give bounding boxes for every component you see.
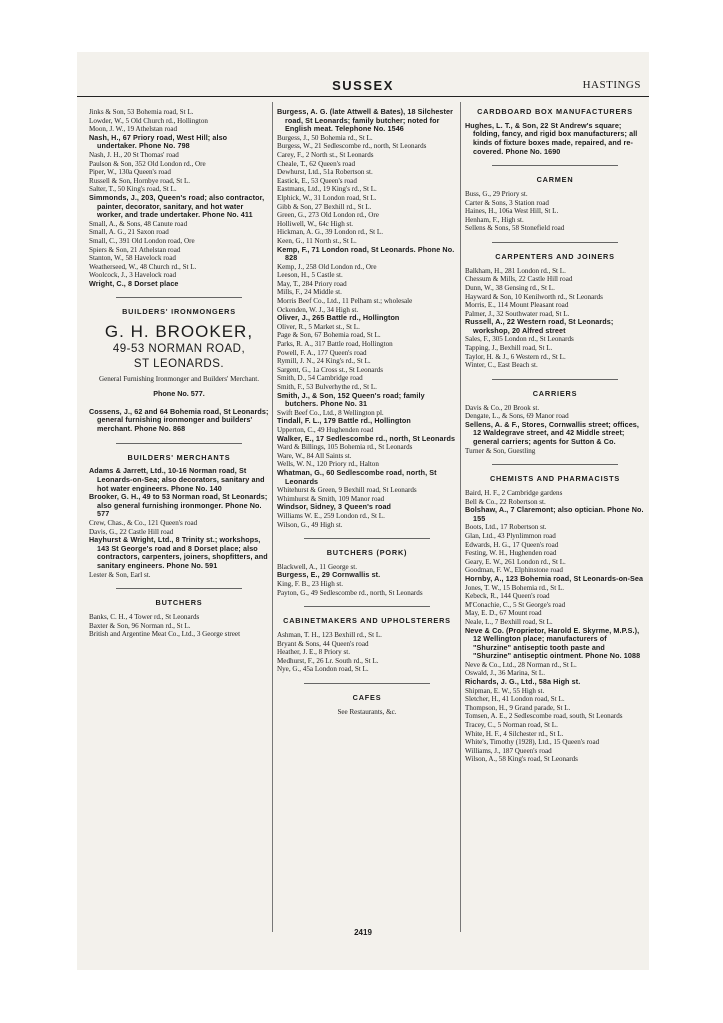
directory-entry: Baxter & Son, 96 Norman rd., St L. bbox=[89, 621, 191, 630]
brooker-advert bbox=[89, 322, 269, 398]
directory-entry: Edwards, H. G., 17 Queen's road bbox=[465, 540, 559, 549]
directory-entry: Hickman, A. G., 39 London rd., St L. bbox=[277, 228, 384, 237]
directory-entry: Ware, W., 84 All Saints st. bbox=[277, 451, 352, 460]
directory-entry: Swift Beef Co., Ltd., 8 Wellington pl. bbox=[277, 408, 384, 417]
advert-address-line-1: 49-53 NORMAN ROAD, bbox=[112, 343, 246, 356]
section-heading-cardboard: CARDBOARD BOX MANUFACTURERS bbox=[477, 108, 633, 116]
directory-entry: Eastick, E., 53 Queen's road bbox=[277, 176, 357, 185]
directory-entry: Balkham, H., 281 London rd., St L. bbox=[465, 266, 566, 275]
directory-entry: British and Argentine Meat Co., Ltd., 3 George street bbox=[89, 630, 241, 639]
directory-entry: Hornby, A., 123 Bohemia road, St Leonards-on-Sea bbox=[465, 573, 644, 583]
directory-entry: Morris Beef Co., Ltd., 11 Pelham st.; wholesale bbox=[277, 297, 413, 306]
column-2 bbox=[277, 108, 457, 938]
directory-entry: Hayhurst & Wright, Ltd., 8 Trinity st.; workshops, 143 St George's road and 8 Dorset place; also contractors, carpenters, joiners, shopfitters, and sanitary engineers. Phone No. 591 bbox=[89, 535, 268, 570]
directory-entry: Oliver, J., 265 Battle rd., Hollington bbox=[277, 313, 400, 323]
section-heading-cabinetmakers: CABINETMAKERS AND UPHOLSTERERS bbox=[283, 616, 451, 626]
directory-entry: Mills, F., 24 Middle st. bbox=[277, 288, 342, 297]
directory-page bbox=[77, 52, 649, 970]
directory-entry: Brooker, G. H., 49 to 53 Norman road, St Leonards; also general furnishing ironmonger. Phone No. 577 bbox=[89, 492, 268, 519]
directory-entry: Moon, J. W., 19 Athelstan road bbox=[89, 125, 178, 134]
directory-entry: Davis, G., 22 Castle Hill road bbox=[89, 527, 174, 536]
directory-entry: Sellens & Sons, 58 Stonefield road bbox=[465, 224, 565, 233]
chemists-list bbox=[465, 489, 645, 764]
directory-entry: Kemp, J., 258 Old London rd., Ore bbox=[277, 262, 377, 271]
directory-entry: Cheale, T., 62 Queen's road bbox=[277, 159, 356, 168]
directory-entry: Buss, G., 29 Priory st. bbox=[465, 189, 528, 198]
directory-entry: Nye, G., 45a London road, St L. bbox=[277, 665, 369, 674]
directory-entry: Small, A., & Sons, 48 Canute road bbox=[89, 219, 188, 228]
directory-entry: Smith, J., & Son, 152 Queen's road; family butchers. Phone No. 31 bbox=[277, 390, 425, 409]
directory-entry: Tindall, F. L., 179 Battle rd., Hollington bbox=[277, 416, 411, 426]
directory-entry: Dewhurst, Ltd., 51a Robertson st. bbox=[277, 168, 373, 177]
carpenters-list bbox=[465, 267, 645, 370]
pork-butchers-list bbox=[277, 563, 457, 597]
directory-entry: White, H. F., 4 Silchester rd., St L. bbox=[465, 729, 564, 738]
directory-entry: Henham, F., High st. bbox=[465, 215, 524, 224]
merchants-list bbox=[89, 467, 269, 579]
directory-entry: Goodman, F. W., Elphinstone road bbox=[465, 566, 563, 575]
directory-entry: Ockenden, W. J., 34 High st. bbox=[277, 305, 359, 314]
section-heading-carriers: CARRIERS bbox=[532, 388, 578, 398]
directory-entry: Crew, Chas., & Co., 121 Queen's road bbox=[89, 519, 198, 527]
directory-entry: Festing, W. H., Hughenden road bbox=[465, 549, 557, 558]
directory-entry: Leeson, H., 5 Castle st. bbox=[277, 271, 343, 280]
directory-entry: Lester & Son, Earl st. bbox=[89, 570, 151, 579]
directory-entry: Glan, Ltd., 43 Plynlimmon road bbox=[465, 531, 556, 540]
directory-entry: Windsor, Sidney, 3 Queen's road bbox=[277, 502, 392, 512]
directory-entry: Neale, L., 7 Bexhill road, St L. bbox=[465, 617, 553, 626]
section-divider bbox=[304, 683, 430, 684]
page-number: 2419 bbox=[354, 928, 372, 937]
directory-entry: Winter, C., East Beach st. bbox=[465, 361, 538, 370]
directory-entry: Jones, T. W., 15 Bohemia rd., St L. bbox=[465, 583, 565, 592]
section-heading-carmen: CARMEN bbox=[536, 175, 574, 185]
section-divider bbox=[492, 464, 618, 465]
directory-entry: Adams & Jarrett, Ltd., 10-16 Norman road, St Leonards-on-Sea; also decorators, sanitary and hot water engineers. Phone No. 140 bbox=[89, 466, 265, 493]
town-title: HASTINGS bbox=[582, 79, 641, 91]
header-rule bbox=[77, 96, 649, 97]
directory-entry: Neve & Co. (Proprietor, Harold E. Skyrme, M.P.S.), 12 Wellington place; manufacturers of "Shurzine" antiseptic tooth paste and "Shurzine" antiseptic ointment. Phone No. 1088 bbox=[465, 625, 641, 661]
directory-entry: Cossens, J., 62 and 64 Bohemia road, St Leonards; general furnishing ironmonger and builders' merchant. Phone No. 868 bbox=[89, 406, 269, 434]
directory-entry: Whitehurst & Green, 9 Bexhill road, St Leonards bbox=[277, 486, 417, 495]
directory-entry: Ashman, T. H., 123 Bexhill rd., St L. bbox=[277, 631, 382, 640]
directory-entry: Elphick, W., 31 London road, St L. bbox=[277, 193, 377, 202]
directory-entry: Nash, J. H., 20 St Thomas' road bbox=[89, 150, 179, 159]
directory-entry: Wells, W. N., 120 Priory rd., Halton bbox=[277, 460, 379, 469]
directory-entry: Burgess, J., 50 Bohemia rd., St L. bbox=[277, 133, 373, 142]
directory-entry: Bell & Co., 22 Robertson st. bbox=[465, 497, 546, 506]
directory-entry: Sargent, G., 1a Cross st., St Leonards bbox=[277, 365, 384, 374]
directory-entry: Powell, F. A., 177 Queen's road bbox=[277, 348, 367, 357]
column-divider bbox=[272, 102, 273, 932]
directory-entry: May, E. D., 67 Mount road bbox=[465, 609, 542, 618]
column-3 bbox=[465, 108, 645, 938]
advert-name: G. H. BROOKER, bbox=[104, 322, 254, 342]
directory-entry: Smith, F., 53 Bulverhythe rd., St L. bbox=[277, 383, 377, 391]
cardboard-list bbox=[465, 122, 645, 156]
directory-entry: Neve & Co., Ltd., 28 Norman rd., St L. bbox=[465, 660, 577, 669]
directory-entry: Whimhurst & Smith, 109 Manor road bbox=[277, 494, 385, 503]
section-divider bbox=[492, 379, 618, 380]
directory-entry: Bryant & Sons, 44 Queen's road bbox=[277, 639, 369, 648]
ironmongers-list bbox=[89, 408, 269, 434]
directory-entry: Smith, D., 54 Cambridge road bbox=[277, 374, 363, 383]
directory-entry: Sletcher, H., 41 London road, St L. bbox=[465, 695, 565, 704]
directory-entry: Stanton, W., 58 Havelock road bbox=[89, 254, 176, 263]
directory-entry: Payton, G., 49 Sedlescombe rd., north, St Leonards bbox=[277, 588, 423, 597]
column-1 bbox=[89, 108, 269, 938]
directory-entry: Palmer, J., 32 Southwater road, St L. bbox=[465, 309, 570, 318]
advert-address-line-2: ST LEONARDS. bbox=[133, 358, 225, 371]
directory-entry: Russell, A., 22 Western road, St Leonards; workshop, 20 Alfred street bbox=[465, 317, 614, 335]
directory-entry: Heather, J. E., 8 Priory st. bbox=[277, 648, 351, 657]
directory-entry: Williams W. E., 259 London rd., St L. bbox=[277, 511, 385, 520]
directory-entry: Shipman, E. W., 55 High st. bbox=[465, 686, 545, 695]
directory-entry: Turner & Son, Guestling bbox=[465, 446, 536, 455]
directory-entry: Sellens, A. & F., Stores, Cornwallis street; offices, 12 Waldegrave street, and 42 Middle street; general carriers; agents for Sutton & Co. bbox=[465, 419, 639, 447]
directory-entry: Thompson, H., 9 Grand parade, St L. bbox=[465, 703, 571, 712]
directory-entry: Taylor, H. & J., 6 Western rd., St L. bbox=[465, 352, 566, 361]
directory-entry: Rymill, J. N., 24 King's rd., St L. bbox=[277, 357, 371, 366]
directory-entry: Jinks & Son, 53 Bohemia road, St L. bbox=[89, 108, 194, 116]
page-header bbox=[77, 78, 649, 98]
section-divider bbox=[492, 165, 618, 166]
directory-entry: Burgess, A. G. (late Attwell & Bates), 18 Silchester road, St Leonards; family butcher; noted for English meat. Telephone No. 1546 bbox=[277, 108, 454, 134]
directory-entry: Small, A. G., 21 Saxon road bbox=[89, 228, 169, 237]
directory-entry: Tomsen, A. E., 2 Sedlescombe road, south, St Leonards bbox=[465, 712, 623, 721]
directory-entry: Wilson, A., 58 King's road, St Leonards bbox=[465, 755, 578, 764]
carmen-list bbox=[465, 190, 645, 233]
section-heading-ironmongers: BUILDERS' IRONMONGERS bbox=[122, 307, 236, 317]
section-heading-chemists: CHEMISTS AND PHARMACISTS bbox=[489, 474, 620, 484]
directory-entry: Tapping, J., Bexhill road, St L. bbox=[465, 344, 553, 353]
directory-entry: Weatherseed, W., 48 Church rd., St L. bbox=[89, 262, 197, 271]
directory-entry: Burgess, W., 21 Sedlescombe rd., north, St Leonards bbox=[277, 142, 427, 151]
directory-entry: Simmonds, J., 203, Queen's road; also contractor, painter, decorator, sanitary, and hot water worker, and trade undertaker. Phone No. 411 bbox=[89, 192, 265, 220]
directory-entry: Nash, H., 67 Priory road, West Hill; also undertaker. Phone No. 798 bbox=[89, 132, 228, 151]
directory-entry: King, F. B., 23 High st. bbox=[277, 580, 344, 589]
directory-entry: Wilson, G., 49 High st. bbox=[277, 520, 343, 529]
directory-entry: Walker, E., 17 Sedlescombe rd., north, St Leonards bbox=[277, 433, 456, 443]
directory-entry: Oswald, J., 36 Marina, St L. bbox=[465, 669, 545, 678]
section-heading-cafes: CAFES bbox=[352, 693, 382, 703]
directory-entry: Wright, C., 8 Dorset place bbox=[89, 278, 179, 288]
section-heading-pork-butchers: BUTCHERS (PORK) bbox=[326, 548, 408, 558]
butchers-list bbox=[89, 613, 269, 639]
cafes-cross-reference: See Restaurants, &c. bbox=[337, 707, 397, 716]
directory-entry: Upperton, C., 49 Hughenden road bbox=[277, 425, 374, 434]
directory-entry: Hayward & Son, 10 Kenilworth rd., St Leonards bbox=[465, 292, 603, 301]
section-heading-merchants: BUILDERS' MERCHANTS bbox=[127, 452, 231, 462]
directory-entry: Davis & Co., 20 Brook st. bbox=[465, 403, 540, 412]
directory-entry: Dunn, W., 38 Gensing rd., St L. bbox=[465, 283, 555, 292]
section-divider bbox=[116, 588, 242, 589]
directory-entry: Hughes, L. T., & Son, 22 St Andrew's square; folding, fancy, and rigid box manufacturers; all kinds of fixture boxes made, repaired, and re-covered. Phone No. 1690 bbox=[465, 120, 638, 156]
directory-entry: Geary, E. W., 261 London rd., St L. bbox=[465, 557, 566, 566]
directory-entry: Medhurst, F., 26 Lr. South rd., St L. bbox=[277, 656, 379, 665]
section-divider bbox=[304, 606, 430, 607]
section-heading-butchers: BUTCHERS bbox=[155, 598, 203, 608]
directory-entry: Gibb & Son, 27 Bexhill rd., St L. bbox=[277, 202, 372, 211]
directory-entry: Richards, J. G., Ltd., 58a High st. bbox=[465, 677, 581, 687]
directory-entry: Salter, T., 50 King's road, St L. bbox=[89, 185, 177, 194]
directory-entry: Banks, C. H., 4 Tower rd., St Leonards bbox=[89, 612, 200, 621]
directory-entry: Russell & Son, Hornbye road, St L. bbox=[89, 176, 191, 185]
directory-entry: Lowder, W., 5 Old Church rd., Hollington bbox=[89, 116, 208, 125]
directory-entry: Kemp, F., 71 London road, St Leonards. Phone No. 828 bbox=[277, 244, 455, 263]
directory-entry: May, T., 284 Priory road bbox=[277, 279, 347, 288]
directory-entry: Eastmans, Ltd., 19 King's rd., St L. bbox=[277, 185, 377, 194]
directory-entry: Spiers & Son, 21 Athelstan road bbox=[89, 245, 181, 254]
directory-entry: Piper, W., 130a Queen's road bbox=[89, 168, 171, 177]
directory-entry: Carey, F., 2 North st., St Leonards bbox=[277, 150, 374, 159]
directory-entry: Keen, G., 11 North st., St L. bbox=[277, 236, 357, 245]
section-divider bbox=[304, 538, 430, 539]
carriers-list bbox=[465, 404, 645, 456]
directory-entry: Parks, R. A., 317 Battle road, Hollington bbox=[277, 340, 393, 349]
directory-entry: Carter & Sons, 3 Station road bbox=[465, 198, 549, 207]
directory-entry: Whatman, G., 60 Sedlescombe road, north, St Leonards bbox=[277, 467, 437, 486]
section-divider bbox=[116, 443, 242, 444]
directory-entry: Chessum & Mills, 22 Castle Hill road bbox=[465, 275, 573, 284]
directory-entry: Green, G., 273 Old London rd., Ore bbox=[277, 211, 379, 220]
directory-entry: Boots, Ltd., 17 Robertson st. bbox=[465, 523, 547, 532]
builders-list bbox=[89, 108, 269, 288]
directory-entry: White's, Timothy (1928), Ltd., 15 Queen's road bbox=[465, 738, 600, 747]
section-divider bbox=[492, 242, 618, 243]
directory-entry: Bolshaw, A., 7 Claremont; also optician. Phone No. 155 bbox=[465, 505, 644, 523]
directory-entry: Blackwell, A., 11 George st. bbox=[277, 562, 357, 571]
column-divider bbox=[460, 102, 461, 932]
section-divider bbox=[116, 297, 242, 298]
advert-description: General Furnishing Ironmonger and Builders' Merchant. bbox=[98, 375, 260, 384]
directory-entry: Woolcock, J., 3 Havelock road bbox=[89, 271, 177, 280]
directory-entry: Baird, H. F., 2 Cambridge gardens bbox=[465, 489, 563, 498]
directory-entry: Small, C., 391 Old London road, Ore bbox=[89, 236, 195, 245]
cabinetmakers-list bbox=[277, 631, 457, 674]
directory-entry: Williams, J., 187 Queen's road bbox=[465, 746, 552, 755]
directory-entry: Dengate, L., & Sons, 69 Manor road bbox=[465, 412, 569, 421]
directory-entry: Ward & Billings, 105 Bohemia rd., St Leonards bbox=[277, 443, 413, 452]
directory-entry: Paulson & Son, 352 Old London rd., Ore bbox=[89, 159, 206, 168]
directory-entry: Haines, H., 106a West Hill, St L. bbox=[465, 207, 559, 216]
directory-entry: Page & Son, 67 Bohemia road, St L. bbox=[277, 331, 381, 340]
directory-entry: Sales, F., 305 London rd., St Leonards bbox=[465, 335, 574, 344]
directory-entry: Morris, E., 114 Mount Pleasant road bbox=[465, 301, 569, 310]
directory-entry: Holliwell, W., 64c High st. bbox=[277, 219, 354, 228]
butchers-list-continued bbox=[277, 108, 457, 529]
county-title: SUSSEX bbox=[332, 78, 394, 93]
section-heading-carpenters: CARPENTERS AND JOINERS bbox=[495, 251, 615, 261]
directory-entry: Oliver, R., 5 Market st., St L. bbox=[277, 322, 360, 331]
directory-entry: Tracey, C., 5 Norman road, St L. bbox=[465, 721, 558, 730]
advert-phone: Phone No. 577. bbox=[153, 388, 205, 398]
directory-entry: Burgess, E., 29 Cornwallis st. bbox=[277, 570, 381, 580]
directory-entry: Kebeck, R., 144 Queen's road bbox=[465, 592, 550, 601]
directory-entry: M'Conachie, C., 5 St George's road bbox=[465, 600, 566, 609]
